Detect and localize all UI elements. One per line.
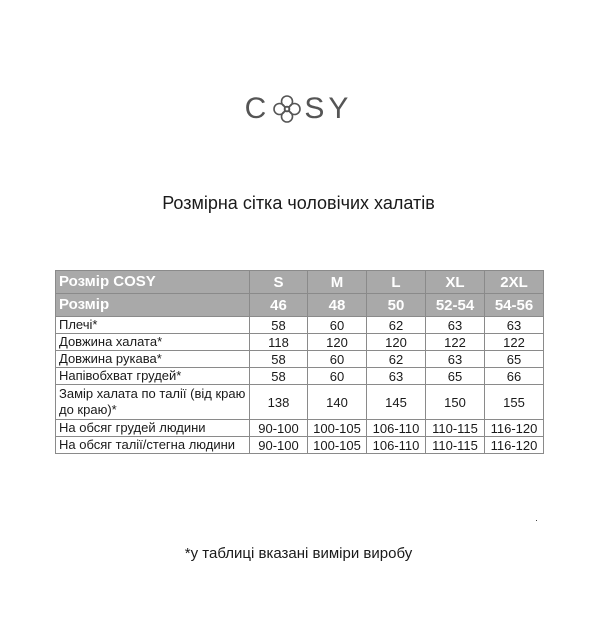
table-cell: 140: [308, 385, 367, 420]
table-cell: 66: [485, 368, 544, 385]
table-cell: 60: [308, 317, 367, 334]
table-row: [56, 351, 544, 368]
table-cell: 106-110: [367, 420, 426, 437]
table-cell: 52-54: [426, 294, 485, 317]
table-cell: 116-120: [485, 420, 544, 437]
table-cell: 50: [367, 294, 426, 317]
table-cell: 60: [308, 351, 367, 368]
row-label: На обсяг грудей людини: [56, 420, 250, 437]
table-cell: 63: [426, 351, 485, 368]
table-cell: 120: [308, 334, 367, 351]
header-row: [56, 294, 544, 317]
table-cell: 106-110: [367, 437, 426, 454]
logo-text-left: C: [244, 92, 271, 125]
table-row: [56, 317, 544, 334]
row-label: Розмір COSY: [56, 271, 250, 294]
table-cell: 63: [485, 317, 544, 334]
row-label: Напівобхват грудей*: [56, 368, 250, 385]
table-cell: 58: [250, 368, 308, 385]
table-cell: 90-100: [250, 420, 308, 437]
table-row: [56, 334, 544, 351]
table-row: [56, 368, 544, 385]
page-title: Розмірна сітка чоловічих халатів: [162, 193, 435, 213]
table-cell: 62: [367, 351, 426, 368]
table-cell: 60: [308, 368, 367, 385]
table-cell: 63: [367, 368, 426, 385]
table-cell: 2XL: [485, 271, 544, 294]
table-cell: 100-105: [308, 420, 367, 437]
table-cell: XL: [426, 271, 485, 294]
table-cell: 118: [250, 334, 308, 351]
row-label: Плечі*: [56, 317, 250, 334]
table-row: [56, 420, 544, 437]
table-cell: L: [367, 271, 426, 294]
row-label: Довжина рукава*: [56, 351, 250, 368]
logo-text-right: SY: [304, 92, 353, 125]
table-cell: 58: [250, 351, 308, 368]
table-cell: 100-105: [308, 437, 367, 454]
table-row: [56, 437, 544, 454]
row-label: Розмір: [56, 294, 250, 317]
table-cell: 62: [367, 317, 426, 334]
table-cell: 110-115: [426, 420, 485, 437]
table-cell: 122: [485, 334, 544, 351]
table-cell: 48: [308, 294, 367, 317]
size-chart-table: [55, 270, 544, 454]
table-cell: 58: [250, 317, 308, 334]
table-cell: 155: [485, 385, 544, 420]
table-cell: 65: [485, 351, 544, 368]
table-cell: 110-115: [426, 437, 485, 454]
table-cell: 65: [426, 368, 485, 385]
table-cell: 46: [250, 294, 308, 317]
table-cell: 63: [426, 317, 485, 334]
header-row: [56, 271, 544, 294]
footnote: *у таблиці вказані виміри виробу: [184, 545, 413, 562]
table-cell: 150: [426, 385, 485, 420]
cosy-logo: [0, 92, 597, 126]
row-label: Довжина халата*: [56, 334, 250, 351]
table-row: [56, 385, 544, 420]
row-label: Замір халата по талії (від краю до краю)*: [56, 385, 250, 420]
flower-icon: [272, 94, 302, 124]
table-cell: 54-56: [485, 294, 544, 317]
table-cell: S: [250, 271, 308, 294]
table-cell: M: [308, 271, 367, 294]
table-cell: 145: [367, 385, 426, 420]
row-label: На обсяг талії/стегна людини: [56, 437, 250, 454]
table-cell: 120: [367, 334, 426, 351]
stray-dot: [536, 520, 537, 521]
table-cell: 122: [426, 334, 485, 351]
table-cell: 138: [250, 385, 308, 420]
table-cell: 90-100: [250, 437, 308, 454]
table-cell: 116-120: [485, 437, 544, 454]
